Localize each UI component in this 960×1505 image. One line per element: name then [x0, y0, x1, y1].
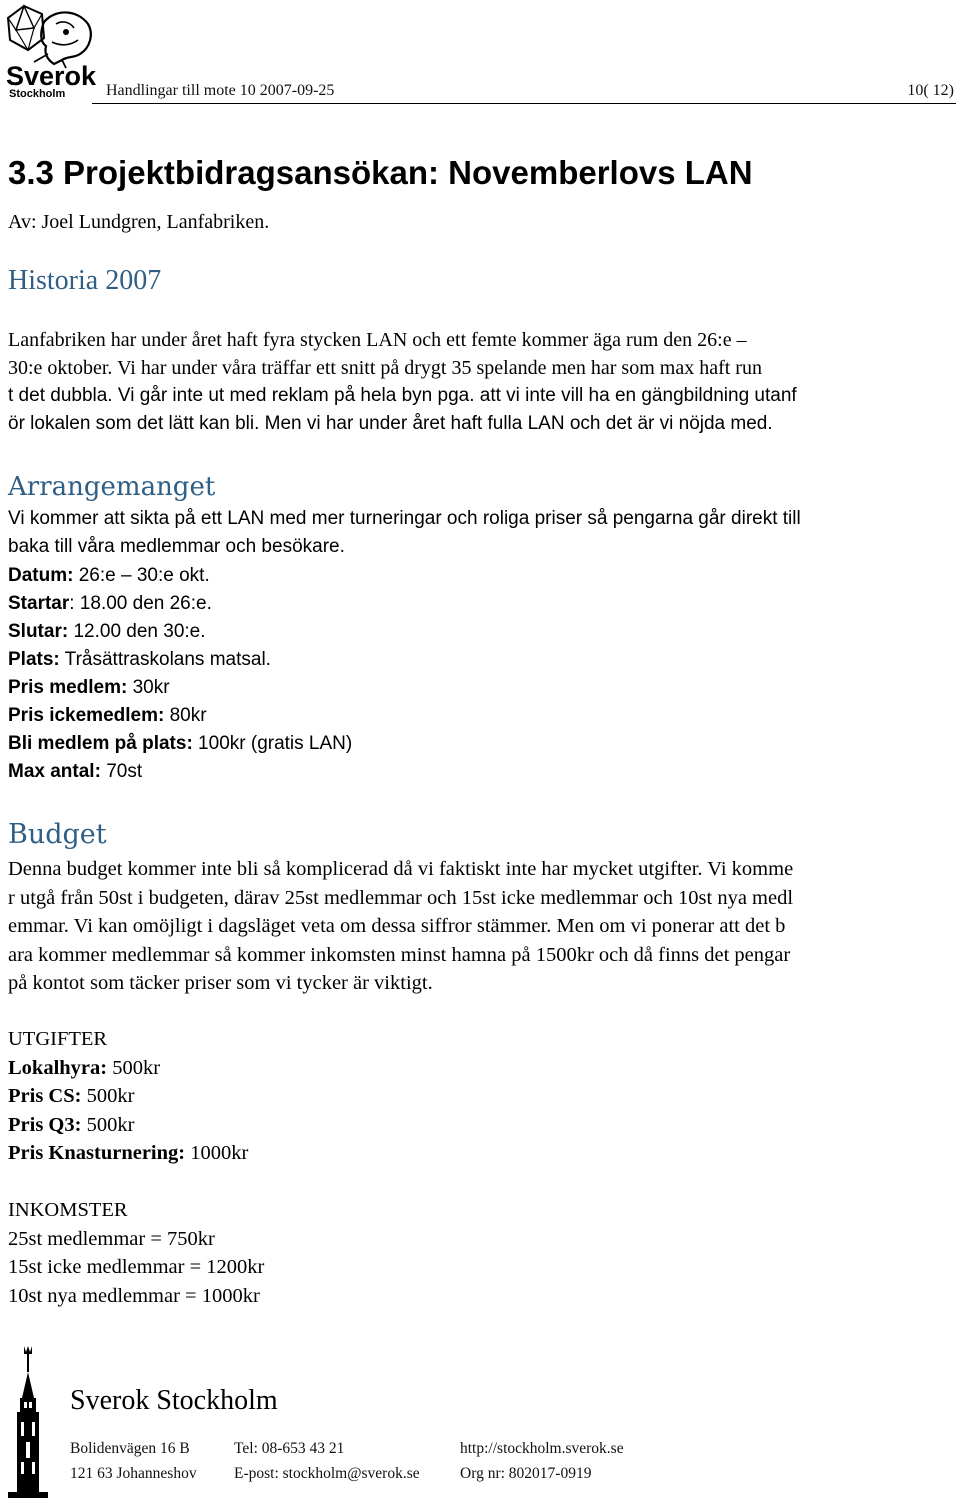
section-heading-budget: Budget — [8, 819, 107, 850]
expense-row — [8, 1111, 248, 1140]
footer-website-link[interactable]: http://stockholm.sverok.se — [460, 1440, 624, 1457]
detail-label: Datum: — [8, 565, 74, 586]
expenses-list — [8, 1025, 248, 1168]
paragraph-line: 30:e oktober. Vi har under våra träffar ett snitt på drygt 35 spelande men har som max haft run — [8, 357, 762, 379]
expense-row — [8, 1054, 248, 1083]
paragraph-line: r utgå från 50st i budgeten, därav 25st medlemmar och 15st icke medlemmar och 10st nya medl — [8, 886, 794, 909]
expenses-heading: UTGIFTER — [8, 1028, 108, 1050]
detail-label: Slutar: — [8, 621, 69, 642]
detail-label: Startar — [8, 593, 70, 614]
budget-paragraph — [8, 855, 793, 998]
paragraph-line: Vi kommer att sikta på ett LAN med mer turneringar och roliga priser så pengarna går direkt till — [8, 508, 801, 529]
expense-value: 500kr — [81, 1085, 135, 1107]
logo-text: Sverok — [6, 61, 97, 91]
paragraph-line: baka till våra medlemmar och besökare. — [8, 536, 345, 557]
detail-label: Bli medlem på plats: — [8, 733, 193, 754]
expense-label: Pris CS: — [8, 1085, 82, 1107]
income-row: 15st icke medlemmar = 1200kr — [8, 1256, 265, 1278]
detail-label: Pris medlem: — [8, 677, 128, 698]
footer-org-name: Sverok Stockholm — [70, 1385, 278, 1416]
detail-value: 30kr — [127, 677, 170, 698]
section-heading-historia: Historia 2007 — [8, 265, 162, 296]
historia-paragraph — [8, 326, 797, 438]
expense-value: 500kr — [107, 1056, 161, 1079]
sverok-logo — [4, 2, 96, 102]
page-number: 10( 12) — [907, 82, 954, 99]
detail-value: 100kr (gratis LAN) — [192, 733, 353, 754]
detail-value: 12.00 den 30:e. — [68, 621, 206, 642]
footer-email: E-post: stockholm@sverok.se — [234, 1465, 420, 1482]
expense-value: 500kr — [81, 1113, 135, 1136]
paragraph-line: emmar. Vi kan omöjligt i dagsläget veta om dessa siffror stämmer. Men om vi ponerar att det b — [8, 915, 786, 937]
income-heading: INKOMSTER — [8, 1199, 128, 1221]
event-details — [8, 562, 352, 786]
expense-label: Pris Knasturnering: — [8, 1142, 186, 1164]
detail-value: : 18.00 den 26:e. — [69, 593, 212, 614]
expense-label: Pris Q3: — [8, 1113, 82, 1136]
footer-address-line1: Bolidenvägen 16 B — [70, 1440, 190, 1457]
paragraph-line: ör lokalen som det lätt kan bli. Men vi har under året haft fulla LAN och det är vi nöjda med. — [8, 413, 773, 434]
logo-subtext: Stockholm — [9, 88, 66, 100]
paragraph-line: Denna budget kommer inte bli så komplicerad då vi faktiskt inte har mycket utgifter. Vi komme — [8, 858, 794, 880]
footer-address-line2: 121 63 Johanneshov — [70, 1465, 197, 1482]
detail-row — [8, 702, 352, 730]
detail-row — [8, 730, 352, 758]
footer-phone: Tel: 08-653 43 21 — [234, 1440, 345, 1457]
paragraph-line: Lanfabriken har under året haft fyra stycken LAN och ett femte kommer äga rum den 26:e – — [8, 329, 747, 351]
footer-org-number: Org nr: 802017-0919 — [460, 1465, 592, 1482]
page-title: 3.3 Projektbidragsansökan: Novemberlovs LAN — [8, 154, 753, 191]
detail-label: Pris ickemedlem: — [8, 705, 165, 726]
city-hall-tower-icon — [4, 1342, 56, 1500]
detail-row — [8, 590, 352, 618]
income-row: 25st medlemmar = 750kr — [8, 1227, 215, 1250]
paragraph-line: på kontot som täcker priser som vi tycker är viktigt. — [8, 972, 433, 994]
section-heading-arrangemanget: Arrangemanget — [8, 472, 216, 502]
author-line: Av: Joel Lundgren, Lanfabriken. — [8, 211, 270, 233]
detail-row — [8, 758, 352, 786]
detail-value: 26:e – 30:e okt. — [73, 565, 210, 586]
expense-row — [8, 1082, 248, 1111]
document-title: Handlingar till mote 10 2007-09-25 — [106, 82, 335, 99]
expense-label: Lokalhyra: — [8, 1056, 108, 1079]
header-rule — [92, 103, 956, 104]
detail-value: 80kr — [164, 705, 207, 726]
detail-row — [8, 562, 352, 590]
detail-label: Max antal: — [8, 761, 101, 782]
detail-row — [8, 646, 352, 674]
detail-value: Tråsättraskolans matsal. — [59, 649, 271, 670]
paragraph-line: t det dubbla. Vi går inte ut med reklam på hela byn pga. att vi inte vill ha en gängbildning utanf — [8, 385, 797, 406]
arrangemang-paragraph — [8, 505, 801, 561]
detail-row — [8, 618, 352, 646]
expense-value: 1000kr — [185, 1142, 249, 1164]
detail-value: 70st — [100, 761, 143, 782]
detail-label: Plats: — [8, 649, 60, 670]
income-list — [8, 1196, 264, 1310]
detail-row — [8, 674, 352, 702]
stockholm-tower-emblem — [4, 1342, 56, 1500]
paragraph-line: ara kommer medlemmar så kommer inkomsten minst hamna på 1500kr och då finns det pengar — [8, 943, 791, 966]
expense-row — [8, 1139, 248, 1168]
income-row: 10st nya medlemmar = 1000kr — [8, 1284, 260, 1307]
